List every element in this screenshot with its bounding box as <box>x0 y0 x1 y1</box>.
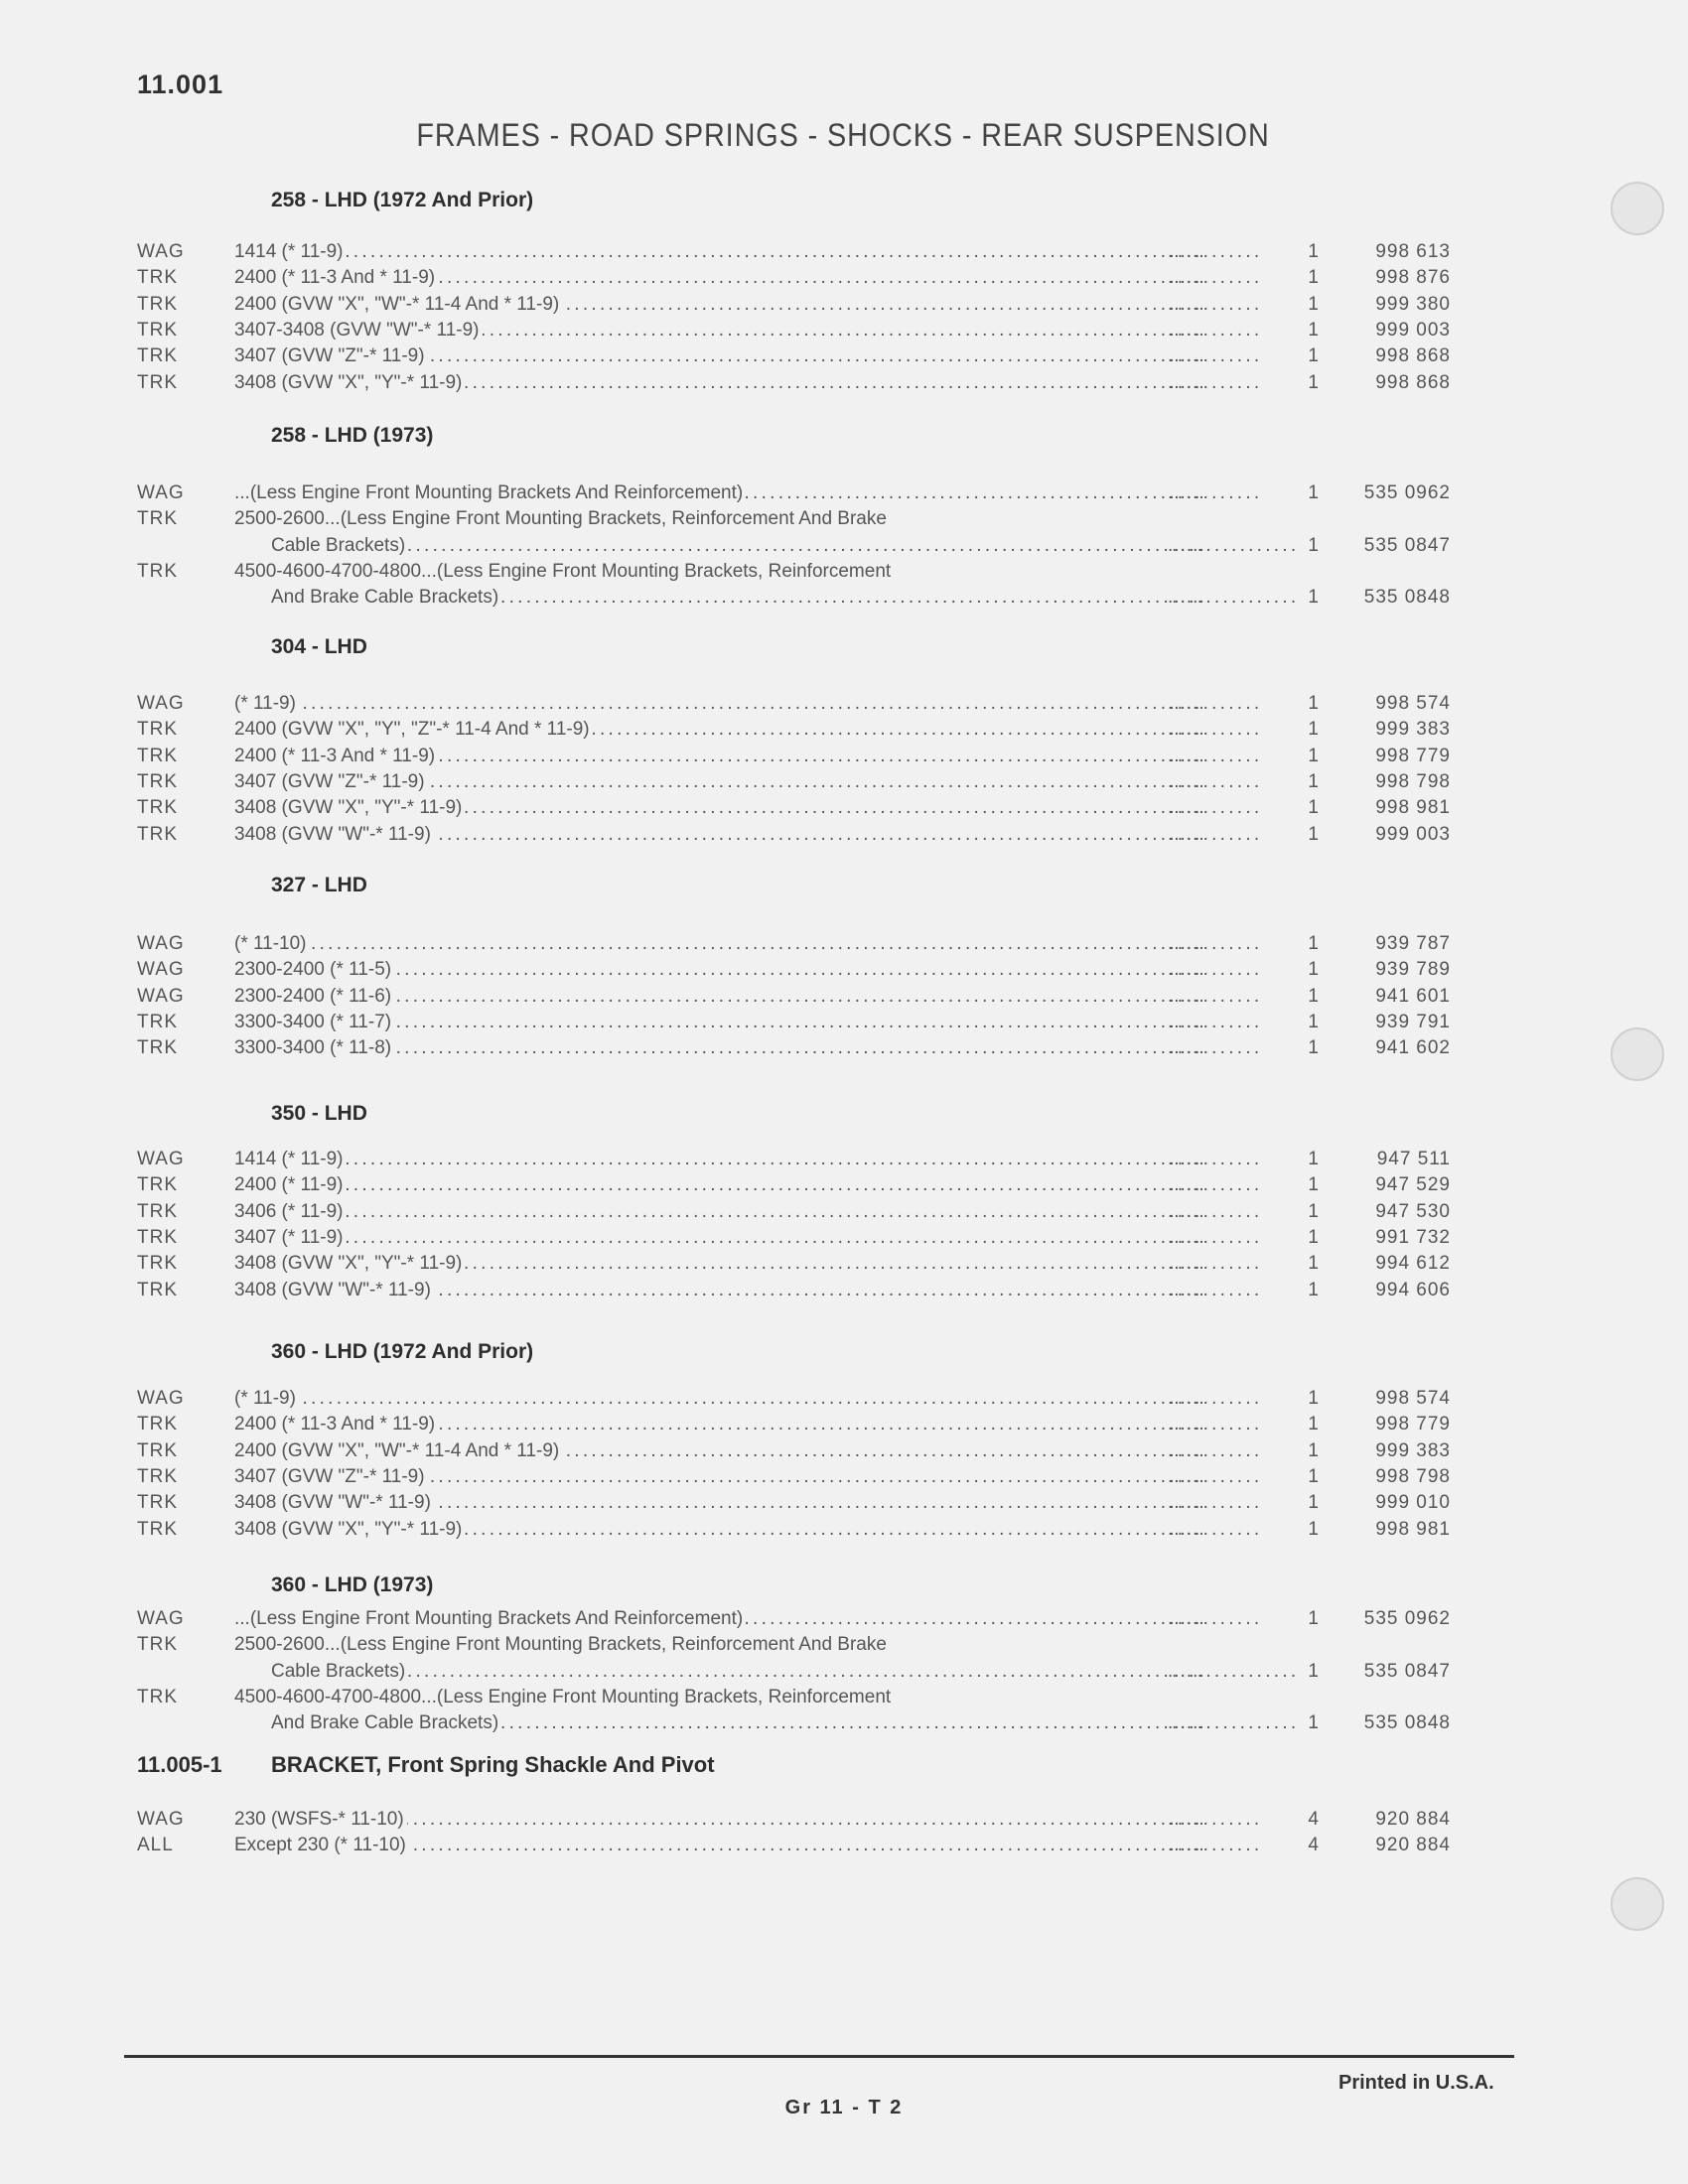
leader-dots: ...... <box>1168 1279 1205 1300</box>
part-description <box>234 1687 1262 1708</box>
part-number: 998 798 <box>1375 770 1451 792</box>
table-row <box>137 320 1453 346</box>
leader-dots: ...... <box>1168 293 1205 315</box>
page-title: FRAMES - ROAD SPRINGS - SHOCKS - REAR SUSPENSION <box>416 117 1270 153</box>
part-number: 991 732 <box>1375 1226 1451 1248</box>
part-description <box>271 1661 1299 1683</box>
part-number: 994 612 <box>1375 1253 1451 1275</box>
part-description <box>234 719 1262 741</box>
table-row <box>137 267 1453 294</box>
quantity: 1 <box>1308 241 1319 262</box>
part-description-text: 3300-3400 (* 11-7) <box>234 1012 394 1032</box>
table-row <box>137 1280 1453 1306</box>
table-row <box>137 1388 1453 1415</box>
part-description <box>234 1634 1262 1656</box>
part-description <box>234 1492 1262 1514</box>
leader-dots: ...... <box>1168 1660 1205 1682</box>
quantity: 1 <box>1308 719 1319 741</box>
part-number: 998 613 <box>1375 241 1451 262</box>
section-heading: 304 - LHD <box>271 635 367 658</box>
part-description-text: 2400 (GVW "X", "W"-* 11-4 And * 11-9) <box>234 1440 562 1461</box>
table-row <box>137 824 1453 851</box>
section-heading: 258 - LHD (1972 And Prior) <box>271 189 534 211</box>
quantity: 1 <box>1308 693 1319 714</box>
part-number: 947 511 <box>1376 1149 1451 1169</box>
quantity: 1 <box>1308 1465 1319 1487</box>
part-description-text: 2400 (* 11-9) <box>234 1174 347 1195</box>
part-description-text: 3407 (GVW "Z"-* 11-9) <box>234 1466 428 1487</box>
part-number: 939 791 <box>1375 1011 1451 1032</box>
leader-dots: ...... <box>1168 1011 1205 1032</box>
vehicle-type: TRK <box>137 823 178 845</box>
leader-dots: ...... <box>1168 1439 1205 1461</box>
table-row <box>137 482 1453 509</box>
vehicle-type: WAG <box>137 1608 185 1629</box>
quantity: 1 <box>1308 1037 1319 1059</box>
table-row <box>137 1440 1453 1467</box>
part-number: 535 0848 <box>1363 1712 1451 1734</box>
part-description-text: (* 11-9) <box>234 693 299 714</box>
vehicle-type: TRK <box>137 1253 178 1275</box>
part-description-text: 3407-3408 (GVW "W"-* 11-9) <box>234 320 483 341</box>
leader-dots: ...... <box>1168 1465 1205 1487</box>
leader-dots: ...... <box>1168 1414 1205 1435</box>
vehicle-type: WAG <box>137 985 185 1007</box>
leader-dots: ...... <box>1168 1253 1205 1275</box>
leader-dots: ...... <box>1168 587 1205 609</box>
part-number: 999 383 <box>1375 719 1451 741</box>
leader-dots: ...... <box>1168 1149 1205 1169</box>
table-row <box>137 294 1453 321</box>
part-description <box>271 535 1299 557</box>
part-description-text: 3407 (GVW "Z"-* 11-9) <box>234 345 428 366</box>
quantity: 1 <box>1308 1011 1319 1032</box>
leader-dots: ...... <box>1168 745 1205 766</box>
vehicle-type: WAG <box>137 482 185 503</box>
part-description-text: 2300-2400 (* 11-6) <box>234 986 394 1007</box>
part-number: 941 601 <box>1375 985 1451 1007</box>
part-description-text: 1414 (* 11-9) <box>234 1149 347 1169</box>
quantity: 1 <box>1308 933 1319 954</box>
part-description <box>234 508 1262 530</box>
part-number: 535 0848 <box>1363 587 1451 609</box>
part-description <box>234 561 1262 583</box>
table-row-continuation <box>137 1712 1453 1739</box>
vehicle-type: WAG <box>137 241 185 262</box>
group-number: 11.005-1 <box>137 1752 222 1777</box>
part-number: 939 789 <box>1375 959 1451 981</box>
part-number: 999 380 <box>1375 293 1451 315</box>
part-number: 998 574 <box>1375 1388 1451 1409</box>
quantity: 1 <box>1308 1388 1319 1409</box>
quantity: 1 <box>1308 745 1319 766</box>
quantity: 1 <box>1308 482 1319 503</box>
quantity: 1 <box>1308 1518 1319 1540</box>
part-description <box>234 933 1262 955</box>
quantity: 1 <box>1308 770 1319 792</box>
vehicle-type: TRK <box>137 1465 178 1487</box>
table-row <box>137 959 1453 986</box>
vehicle-type: TRK <box>137 1200 178 1222</box>
leader-dots: ...... <box>1168 1492 1205 1514</box>
part-description-text: 2400 (* 11-3 And * 11-9) <box>234 267 438 288</box>
part-number: 998 981 <box>1375 1518 1451 1540</box>
part-description <box>234 1149 1262 1170</box>
leader-dots: ...... <box>1168 1388 1205 1409</box>
leader-dots: ...... <box>1168 267 1205 289</box>
vehicle-type: WAG <box>137 959 185 981</box>
vehicle-type: WAG <box>137 1809 185 1830</box>
part-number: 535 0847 <box>1363 534 1451 556</box>
part-description <box>234 1201 1262 1223</box>
leader-dots: ...... <box>1168 693 1205 714</box>
section-heading: 360 - LHD (1973) <box>271 1573 434 1596</box>
part-number: 920 884 <box>1375 1809 1451 1830</box>
group-heading <box>137 1752 715 1778</box>
table-row-continuation <box>137 535 1453 562</box>
part-number: 535 0847 <box>1363 1660 1451 1682</box>
part-description <box>234 771 1262 793</box>
leader-dots: ...... <box>1168 770 1205 792</box>
table-row <box>137 746 1453 772</box>
table-row <box>137 986 1453 1013</box>
part-description-text: ...(Less Engine Front Mounting Brackets And Reinforcement) <box>234 482 746 503</box>
leader-dots: ...... <box>1168 482 1205 503</box>
leader-dots: ...... <box>1168 534 1205 556</box>
part-description-text: 3406 (* 11-9) <box>234 1201 347 1222</box>
part-description-text: 2400 (GVW "X", "Y", "Z"-* 11-4 And * 11-9) <box>234 719 593 740</box>
quantity: 1 <box>1308 823 1319 845</box>
leader-dots: ...... <box>1168 1037 1205 1059</box>
part-number: 998 798 <box>1375 1465 1451 1487</box>
quantity: 1 <box>1308 1712 1319 1734</box>
table-row <box>137 561 1453 588</box>
part-description <box>234 1608 1262 1630</box>
part-description-text: 3408 (GVW "W"-* 11-9) <box>234 1492 434 1513</box>
part-description-text: And Brake Cable Brackets) <box>271 1712 501 1733</box>
part-description <box>234 241 1262 263</box>
part-description <box>234 1466 1262 1488</box>
part-description-text: 2400 (* 11-3 And * 11-9) <box>234 1414 438 1434</box>
footer-group-label: Gr 11 - T 2 <box>784 2097 904 2118</box>
part-description-text: 3408 (GVW "W"-* 11-9) <box>234 1280 434 1300</box>
part-description-text: 3300-3400 (* 11-8) <box>234 1037 394 1058</box>
quantity: 1 <box>1308 1200 1319 1222</box>
quantity: 1 <box>1308 1414 1319 1435</box>
table-row <box>137 1414 1453 1440</box>
part-description <box>234 693 1262 715</box>
part-number: 998 779 <box>1375 1414 1451 1435</box>
leader-dots: ...... <box>1168 823 1205 845</box>
table-row <box>137 1227 1453 1254</box>
part-description-text: 2500-2600...(Less Engine Front Mounting Brackets, Reinforcement And Brake <box>234 1634 890 1655</box>
vehicle-type: TRK <box>137 797 178 819</box>
quantity: 4 <box>1308 1809 1319 1830</box>
table-row <box>137 1012 1453 1038</box>
part-description <box>234 320 1262 341</box>
part-description-text: 4500-4600-4700-4800...(Less Engine Front Mounting Brackets, Reinforcement <box>234 561 894 582</box>
quantity: 1 <box>1308 267 1319 289</box>
page-number: 11.001 <box>137 69 224 99</box>
part-number: 998 868 <box>1375 371 1451 393</box>
table-row <box>137 1809 1453 1836</box>
vehicle-type: TRK <box>137 1226 178 1248</box>
leader-dots: ...... <box>1168 1200 1205 1222</box>
table-row <box>137 693 1453 720</box>
table-row <box>137 719 1453 746</box>
part-number: 998 868 <box>1375 345 1451 367</box>
part-description-text: 3408 (GVW "X", "Y"-* 11-9) <box>234 372 465 393</box>
part-number: 947 530 <box>1375 1200 1451 1222</box>
part-description <box>234 1012 1262 1033</box>
table-row <box>137 1253 1453 1280</box>
vehicle-type: TRK <box>137 1518 178 1540</box>
table-row <box>137 508 1453 535</box>
part-number: 999 003 <box>1375 823 1451 845</box>
vehicle-type: TRK <box>137 345 178 367</box>
quantity: 1 <box>1308 1279 1319 1300</box>
part-description <box>271 1712 1299 1734</box>
part-description-text: 3408 (GVW "W"-* 11-9) <box>234 824 434 845</box>
table-row-continuation <box>137 1661 1453 1688</box>
part-description <box>234 746 1262 767</box>
part-description <box>234 797 1262 819</box>
vehicle-type: TRK <box>137 1279 178 1300</box>
part-number: 994 606 <box>1375 1279 1451 1300</box>
vehicle-type: TRK <box>137 1414 178 1435</box>
vehicle-type: ALL <box>137 1835 174 1856</box>
part-number: 535 0962 <box>1363 1608 1451 1629</box>
leader-dots: ...... <box>1168 1174 1205 1196</box>
part-number: 939 787 <box>1375 933 1451 954</box>
table-row <box>137 771 1453 798</box>
table-row <box>137 1687 1453 1713</box>
table-row <box>137 1037 1453 1064</box>
table-row <box>137 1492 1453 1519</box>
section-heading: 258 - LHD (1973) <box>271 424 434 447</box>
quantity: 1 <box>1308 1660 1319 1682</box>
binder-hole <box>1611 1877 1664 1931</box>
part-description-text: 3407 (* 11-9) <box>234 1227 347 1248</box>
vehicle-type: TRK <box>137 267 178 289</box>
section-heading: 350 - LHD <box>271 1102 367 1125</box>
part-description <box>234 1519 1262 1541</box>
table-row-continuation <box>137 587 1453 614</box>
table-row <box>137 1634 1453 1661</box>
table-row <box>137 1835 1453 1861</box>
table-row <box>137 1466 1453 1493</box>
table-row <box>137 1174 1453 1201</box>
part-description <box>234 824 1262 846</box>
quantity: 1 <box>1308 1439 1319 1461</box>
part-description-text: 2400 (* 11-3 And * 11-9) <box>234 746 438 766</box>
table-row <box>137 241 1453 268</box>
leader-dots: ...... <box>1168 319 1205 341</box>
vehicle-type: TRK <box>137 293 178 315</box>
part-description <box>234 482 1262 504</box>
quantity: 1 <box>1308 1253 1319 1275</box>
vehicle-type: TRK <box>137 719 178 741</box>
table-row <box>137 1608 1453 1635</box>
table-row <box>137 372 1453 399</box>
part-description-text: 230 (WSFS-* 11-10) <box>234 1809 407 1830</box>
part-description <box>234 1253 1262 1275</box>
leader-dots: ...... <box>1168 1226 1205 1248</box>
vehicle-type: TRK <box>137 1492 178 1514</box>
part-number: 947 529 <box>1375 1174 1451 1196</box>
quantity: 1 <box>1308 797 1319 819</box>
leader-dots: ...... <box>1168 1712 1205 1734</box>
leader-dots: ...... <box>1168 959 1205 981</box>
vehicle-type: WAG <box>137 693 185 714</box>
quantity: 1 <box>1308 587 1319 609</box>
part-description <box>234 1174 1262 1196</box>
leader-dots: ...... <box>1168 719 1205 741</box>
quantity: 1 <box>1308 1149 1319 1169</box>
part-description <box>234 1037 1262 1059</box>
leader-dots: ...... <box>1168 1608 1205 1629</box>
part-number: 999 003 <box>1375 319 1451 341</box>
part-number: 998 876 <box>1375 267 1451 289</box>
part-description <box>234 267 1262 289</box>
vehicle-type: TRK <box>137 1634 178 1656</box>
part-description-text: 3408 (GVW "X", "Y"-* 11-9) <box>234 1519 465 1540</box>
table-row <box>137 797 1453 824</box>
leader-dots: ...... <box>1168 985 1205 1007</box>
leader-dots: ...... <box>1168 933 1205 954</box>
part-description-text: 2300-2400 (* 11-5) <box>234 959 394 980</box>
quantity: 1 <box>1308 1174 1319 1196</box>
quantity: 1 <box>1308 1226 1319 1248</box>
vehicle-type: TRK <box>137 1686 178 1707</box>
part-number: 998 981 <box>1375 797 1451 819</box>
footer-rule <box>124 2055 1514 2058</box>
printed-in-usa: Printed in U.S.A. <box>1338 2072 1494 2094</box>
section-heading: 360 - LHD (1972 And Prior) <box>271 1340 534 1363</box>
part-description-text: And Brake Cable Brackets) <box>271 587 501 608</box>
quantity: 1 <box>1308 319 1319 341</box>
quantity: 1 <box>1308 345 1319 367</box>
part-description <box>234 1280 1262 1301</box>
leader-dots: ...... <box>1168 1809 1205 1830</box>
part-description-text: Cable Brackets) <box>271 1661 408 1682</box>
part-description-text: (* 11-10) <box>234 933 310 954</box>
quantity: 4 <box>1308 1835 1319 1856</box>
vehicle-type: TRK <box>137 1174 178 1196</box>
part-description <box>271 587 1299 609</box>
part-description <box>234 1414 1262 1435</box>
table-row <box>137 345 1453 372</box>
part-description <box>234 1227 1262 1249</box>
part-description <box>234 959 1262 981</box>
part-description <box>234 294 1262 316</box>
part-description-text: 2400 (GVW "X", "W"-* 11-4 And * 11-9) <box>234 294 562 315</box>
quantity: 1 <box>1308 293 1319 315</box>
binder-hole <box>1611 182 1664 235</box>
leader-dots: ...... <box>1168 345 1205 367</box>
leader-dots: ...... <box>1168 1518 1205 1540</box>
quantity: 1 <box>1308 371 1319 393</box>
table-row <box>137 933 1453 960</box>
part-number: 998 574 <box>1375 693 1451 714</box>
part-number: 998 779 <box>1375 745 1451 766</box>
part-description-text: 3407 (GVW "Z"-* 11-9) <box>234 771 428 792</box>
quantity: 1 <box>1308 534 1319 556</box>
part-description <box>234 345 1262 367</box>
leader-dots: ...... <box>1168 1835 1205 1856</box>
part-description-text: Except 230 (* 11-10) <box>234 1835 409 1855</box>
part-description <box>234 1388 1262 1410</box>
leader-dots: ...... <box>1168 371 1205 393</box>
leader-dots: ...... <box>1168 797 1205 819</box>
part-description-text: 1414 (* 11-9) <box>234 241 347 262</box>
group-title: BRACKET, Front Spring Shackle And Pivot <box>271 1752 715 1777</box>
part-description <box>234 1835 1262 1856</box>
quantity: 1 <box>1308 959 1319 981</box>
vehicle-type: WAG <box>137 1149 185 1169</box>
vehicle-type: WAG <box>137 933 185 954</box>
part-description-text: ...(Less Engine Front Mounting Brackets And Reinforcement) <box>234 1608 746 1629</box>
table-row <box>137 1519 1453 1546</box>
section-heading: 327 - LHD <box>271 874 367 896</box>
table-row <box>137 1149 1453 1175</box>
part-description <box>234 1809 1262 1831</box>
part-number: 941 602 <box>1375 1037 1451 1059</box>
part-description-text: 4500-4600-4700-4800...(Less Engine Front Mounting Brackets, Reinforcement <box>234 1687 894 1707</box>
part-number: 999 010 <box>1375 1492 1451 1514</box>
vehicle-type: TRK <box>137 1439 178 1461</box>
part-description <box>234 986 1262 1008</box>
table-row <box>137 1201 1453 1228</box>
vehicle-type: TRK <box>137 770 178 792</box>
part-description-text: 2500-2600...(Less Engine Front Mounting Brackets, Reinforcement And Brake <box>234 508 890 529</box>
part-description-text: 3408 (GVW "X", "Y"-* 11-9) <box>234 1253 465 1274</box>
part-description-text: 3408 (GVW "X", "Y"-* 11-9) <box>234 797 465 818</box>
vehicle-type: TRK <box>137 319 178 341</box>
vehicle-type: WAG <box>137 1388 185 1409</box>
vehicle-type: TRK <box>137 371 178 393</box>
quantity: 1 <box>1308 1608 1319 1629</box>
vehicle-type: TRK <box>137 508 178 530</box>
part-number: 999 383 <box>1375 1439 1451 1461</box>
vehicle-type: TRK <box>137 1011 178 1032</box>
vehicle-type: TRK <box>137 745 178 766</box>
binder-hole <box>1611 1027 1664 1081</box>
part-description <box>234 372 1262 394</box>
vehicle-type: TRK <box>137 560 178 582</box>
leader-dots: ...... <box>1168 241 1205 262</box>
quantity: 1 <box>1308 985 1319 1007</box>
part-number: 920 884 <box>1375 1835 1451 1856</box>
quantity: 1 <box>1308 1492 1319 1514</box>
part-description-text: (* 11-9) <box>234 1388 299 1409</box>
vehicle-type: TRK <box>137 1037 178 1059</box>
part-description <box>234 1440 1262 1462</box>
part-description-text: Cable Brackets) <box>271 535 408 556</box>
part-number: 535 0962 <box>1363 482 1451 503</box>
